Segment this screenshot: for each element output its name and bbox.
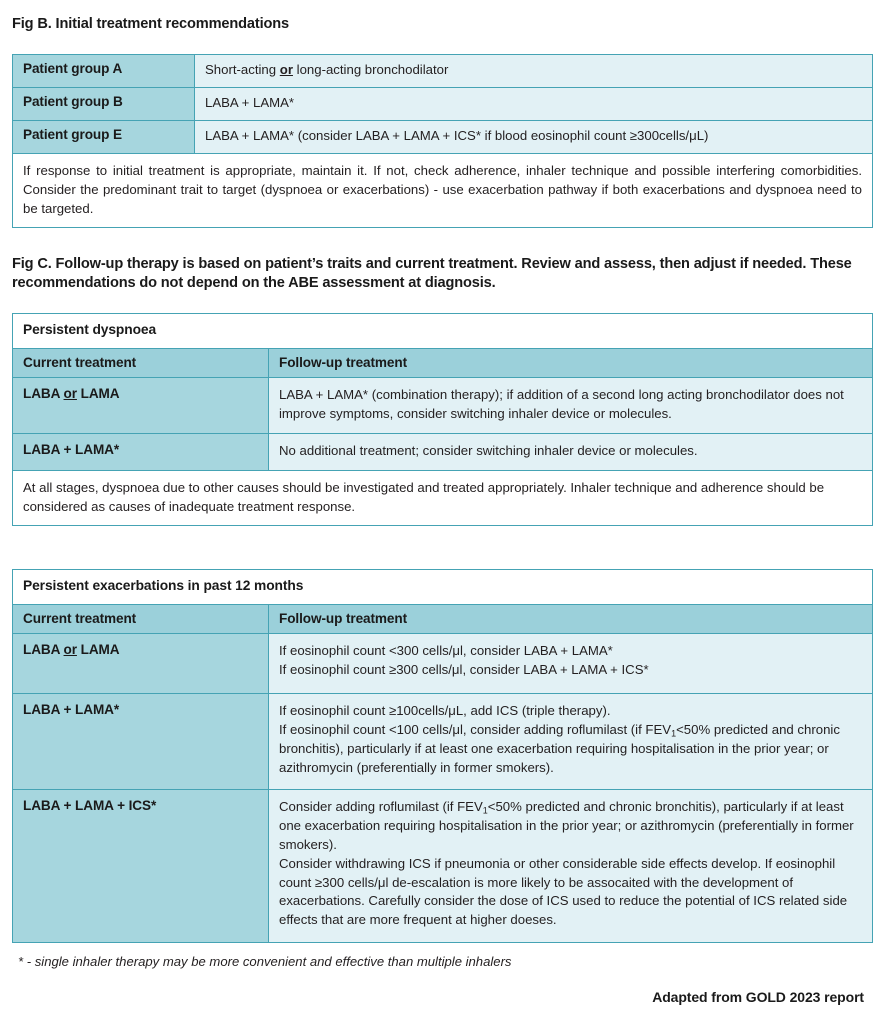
dyspnoea-note: At all stages, dyspnoea due to other causes should be investigated and treated appropriately. Inhaler technique and adherence should be considered as causes of inadequate treatment response. (13, 471, 873, 526)
table-row (13, 348, 873, 377)
patient-group-b-value: LABA + LAMA* (195, 88, 873, 121)
source-credit: Adapted from GOLD 2023 report (652, 988, 864, 1005)
value-line (279, 721, 862, 778)
exacerbations-row2-label: LABA + LAMA* (13, 693, 269, 789)
or-emphasis: or (63, 642, 77, 658)
dyspnoea-row1-label (13, 377, 269, 433)
table-row (13, 570, 873, 605)
exacerbations-row2-value (269, 693, 873, 789)
table-row (13, 120, 873, 153)
table-row (13, 471, 873, 526)
fev1-subscript: 1 (671, 728, 677, 739)
patient-group-e-label: Patient group E (13, 120, 195, 153)
dyspnoea-row2-value: No additional treatment; consider switching inhaler device or molecules. (269, 434, 873, 471)
table-row (13, 313, 873, 348)
dyspnoea-title: Persistent dyspnoea (13, 313, 873, 348)
dyspnoea-row1-value: LABA + LAMA* (combination therapy); if addition of a second long acting bronchodilator does not improve symptoms, consider switching inhaler device or molecules. (269, 377, 873, 433)
fig-b-table (12, 54, 873, 228)
or-emphasis: or (63, 385, 77, 401)
value-line: If eosinophil count ≥100cells/μL, add ICS (triple therapy). (279, 702, 611, 718)
text-a: Consider adding roflumilast (if FEV (279, 799, 483, 815)
spacer-fig-c (12, 294, 872, 313)
fig-c-heading: Fig C. Follow-up therapy is based on patient’s traits and current treatment. Review and assess, then adjust if needed. These recommendations do not depend on the ABE assessment at diagnosis. (12, 256, 852, 292)
exacerbations-col-current: Current treatment (13, 605, 269, 634)
fev1-subscript: 1 (482, 805, 488, 816)
exacerbations-col-followup: Follow-up treatment (269, 605, 873, 634)
table-row (13, 434, 873, 471)
value-post: long-acting bronchodilator (292, 62, 449, 78)
patient-group-e-value: LABA + LAMA* (consider LABA + LAMA + ICS* if blood eosinophil count ≥300cells/μL) (195, 120, 873, 153)
spacer-before-footer (12, 943, 872, 954)
value-pre: Short-acting (205, 62, 280, 78)
label-pre: LABA (23, 642, 64, 658)
spacer-fig-b (12, 34, 872, 54)
table-row (13, 377, 873, 433)
patient-group-a-label: Patient group A (13, 55, 195, 88)
fig-b-note: If response to initial treatment is appropriate, maintain it. If not, check adherence, inhaler technique and possible interfering comorbidities. Consider the predominant trait to target (dyspnoea or exacerbations) - use exacerbation pathway if both exacerbations and dyspnoea need to be targeted. (13, 153, 873, 227)
dyspnoea-col-current: Current treatment (13, 348, 269, 377)
text-b: <50% predicted and chronic bronchitis), particularly if at least one exacerbation requiring hospitalisation in the prior year; or azithromycin (preferentially in former smokers). (279, 799, 854, 853)
label-pre: LABA (23, 385, 64, 401)
table-row (13, 88, 873, 121)
asterisk-note: * - single inhaler therapy may be more convenient and effective than multiple inhalers (18, 953, 512, 969)
or-emphasis: or (279, 62, 293, 78)
label-post: LAMA (76, 642, 120, 658)
fig-b-heading: Fig B. Initial treatment recommendations (12, 16, 290, 32)
value-line: If eosinophil count ≥300 cells/μl, consider LABA + LAMA + ICS* (279, 662, 649, 678)
value-line: If eosinophil count <300 cells/μl, consider LABA + LAMA* (279, 643, 613, 659)
value-line: Consider withdrawing ICS if pneumonia or other considerable side effects develop. If eosinophil count ≥300 cells/μl de-escalation is more likely to be assocaited with the development of exacerbations. Carefully consider the dose of ICS used to reduce the potential of ICS related side effects that are more frequent at higher doeses. (279, 855, 848, 928)
text-b: <50% predicted and chronic bronchitis), particularly if at least one exacerbation requiring hospitalisation in the prior year; or azithromycin (preferentially in former smokers). (279, 721, 840, 775)
exacerbations-row1-label (13, 634, 269, 693)
dyspnoea-row2-label: LABA + LAMA* (13, 434, 269, 471)
text-a: If eosinophil count <100 cells/μl, consider adding roflumilast (if FEV (279, 721, 672, 737)
value-line (279, 798, 862, 855)
table-row (13, 634, 873, 693)
table-row (13, 693, 873, 789)
exacerbations-row3-value (269, 790, 873, 943)
patient-group-b-label: Patient group B (13, 88, 195, 121)
exacerbations-row1-value (269, 634, 873, 693)
persistent-dyspnoea-table (12, 313, 873, 526)
table-row (13, 153, 873, 227)
spacer-between-tables (12, 526, 872, 569)
exacerbations-row3-label: LABA + LAMA + ICS* (13, 790, 269, 943)
spacer-after-fig-b (12, 228, 872, 255)
patient-group-a-value (195, 55, 873, 88)
label-post: LAMA (76, 385, 120, 401)
persistent-exacerbations-table (12, 569, 873, 943)
exacerbations-title: Persistent exacerbations in past 12 months (13, 570, 873, 605)
table-row (13, 55, 873, 88)
table-row (13, 605, 873, 634)
dyspnoea-col-followup: Follow-up treatment (269, 348, 873, 377)
table-row (13, 790, 873, 943)
